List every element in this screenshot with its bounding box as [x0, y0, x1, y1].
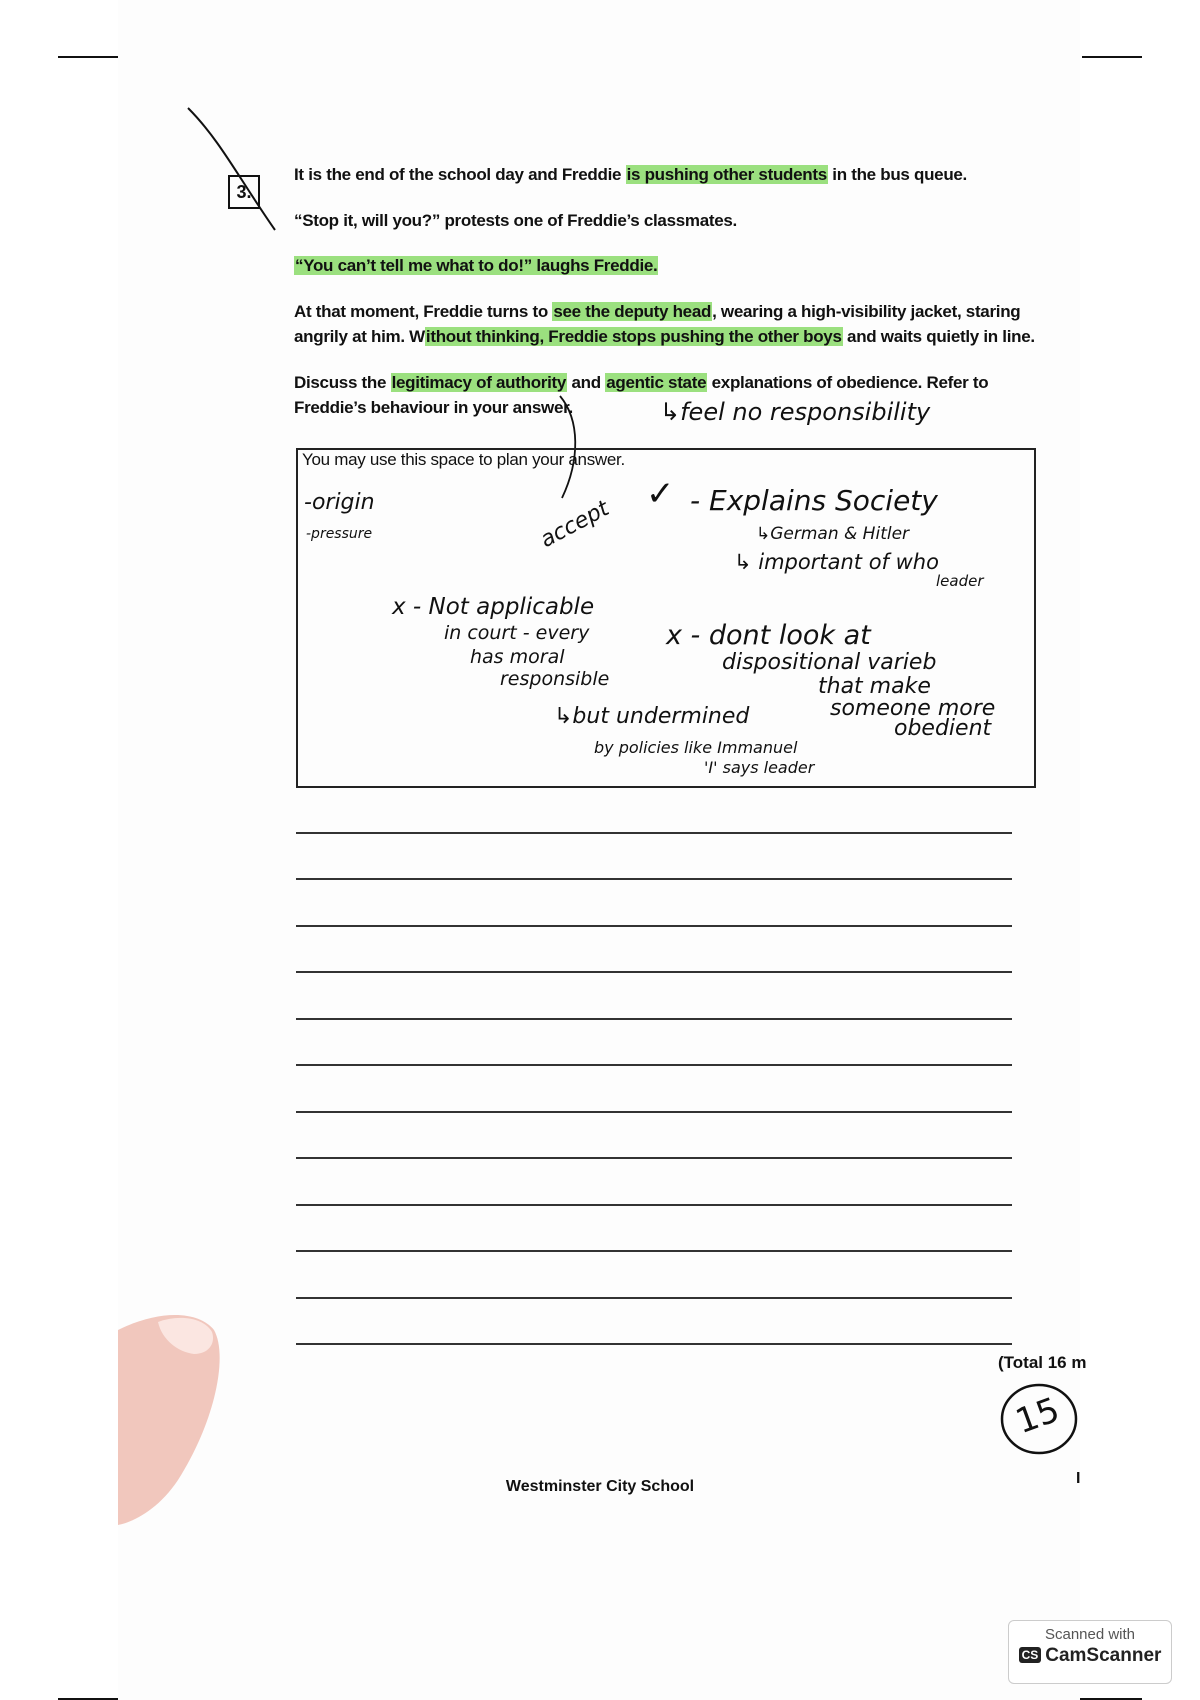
highlight: agentic state	[606, 373, 707, 392]
camscanner-top-text: Scanned with	[1044, 1626, 1136, 1643]
handwritten-dispositional: dispositional varieb	[722, 650, 937, 675]
handwritten-origin: -origin	[304, 490, 375, 515]
handwritten-that-make: that make	[818, 674, 931, 699]
handwritten-pressure: -pressure	[306, 526, 373, 542]
handwritten-accept: accept	[536, 496, 614, 553]
handwritten-dont-look: x - dont look at	[666, 620, 871, 651]
answer-line	[296, 1018, 1012, 1020]
handwritten-leader: leader	[936, 572, 984, 590]
handwritten-in-court: in court - every	[444, 622, 590, 644]
handwritten-responsible: responsible	[500, 668, 610, 690]
answer-line	[296, 1157, 1012, 1159]
highlight: see the deputy head	[553, 302, 712, 321]
answer-line	[296, 832, 1012, 834]
handwritten-has-moral: has moral	[470, 646, 565, 668]
plan-label: You may use this space to plan your answer.	[302, 450, 625, 469]
answer-line	[296, 878, 1012, 880]
highlight: legitimacy of authority	[391, 373, 567, 392]
question-paragraph-3	[294, 253, 658, 278]
handwritten-says-leader: 'I' says leader	[704, 758, 815, 777]
handwritten-explains: - Explains Society	[690, 484, 938, 517]
total-marks: (Total 16 m	[998, 1353, 1087, 1372]
top-left-rule	[58, 56, 118, 58]
handwritten-score: 15	[1010, 1389, 1065, 1443]
top-right-rule	[1082, 56, 1142, 58]
highlight: ithout thinking, Freddie stops pushing the other boys	[425, 327, 842, 346]
question-paragraph-1: It is the end of the school day and Freddie is pushing other students in the bus queue.	[294, 165, 967, 184]
handwritten-german-hitler: ↳German & Hitler	[756, 524, 910, 544]
handwritten-by-policies: by policies like Immanuel	[594, 738, 798, 757]
camscanner-logo-icon: CS	[1019, 1647, 1042, 1663]
handwritten-someone-more: someone more	[830, 696, 996, 721]
handwritten-note-feel: ↳feel no responsibility	[660, 398, 931, 426]
question-paragraph-2: “Stop it, will you?” protests one of Freddie’s classmates.	[294, 211, 737, 230]
school-footer: Westminster City School	[505, 1478, 695, 1495]
answer-line	[296, 925, 1012, 927]
tick-mark	[180, 100, 290, 240]
answer-line	[296, 1111, 1012, 1113]
question-paragraph-5: Discuss the legitimacy of authority and agentic state explanations of obedience. Refer to Freddie’s behaviour in your answer.	[294, 373, 989, 417]
handwritten-but-undermined: ↳but undermined	[554, 704, 750, 729]
question-paragraph-4: At that moment, Freddie turns to see the deputy head, wearing a high-visibility jacket, staring angrily at him. Without thinking, Freddie stops pushing the other boys and waits quietly in line.	[294, 302, 1035, 346]
camscanner-brand: CS CamScanner	[1009, 1645, 1171, 1667]
answer-line	[296, 1204, 1012, 1206]
camscanner-badge	[1008, 1620, 1172, 1684]
highlight: “You can’t tell me what to do!” laughs Freddie.	[295, 256, 658, 275]
page-number: I	[1076, 1470, 1081, 1487]
handwritten-important: ↳ important of who	[734, 550, 939, 574]
highlight: is pushing other students	[626, 165, 827, 184]
answer-line	[296, 1064, 1012, 1066]
answer-line	[296, 1297, 1012, 1299]
handwritten-obedient: obedient	[894, 716, 992, 741]
handwritten-check: ✓	[646, 474, 675, 514]
answer-line	[296, 971, 1012, 973]
handwritten-not-applicable: x - Not applicable	[392, 594, 595, 620]
question-number: 3.	[228, 175, 260, 209]
answer-line	[296, 1343, 1012, 1345]
answer-line	[296, 1250, 1012, 1252]
